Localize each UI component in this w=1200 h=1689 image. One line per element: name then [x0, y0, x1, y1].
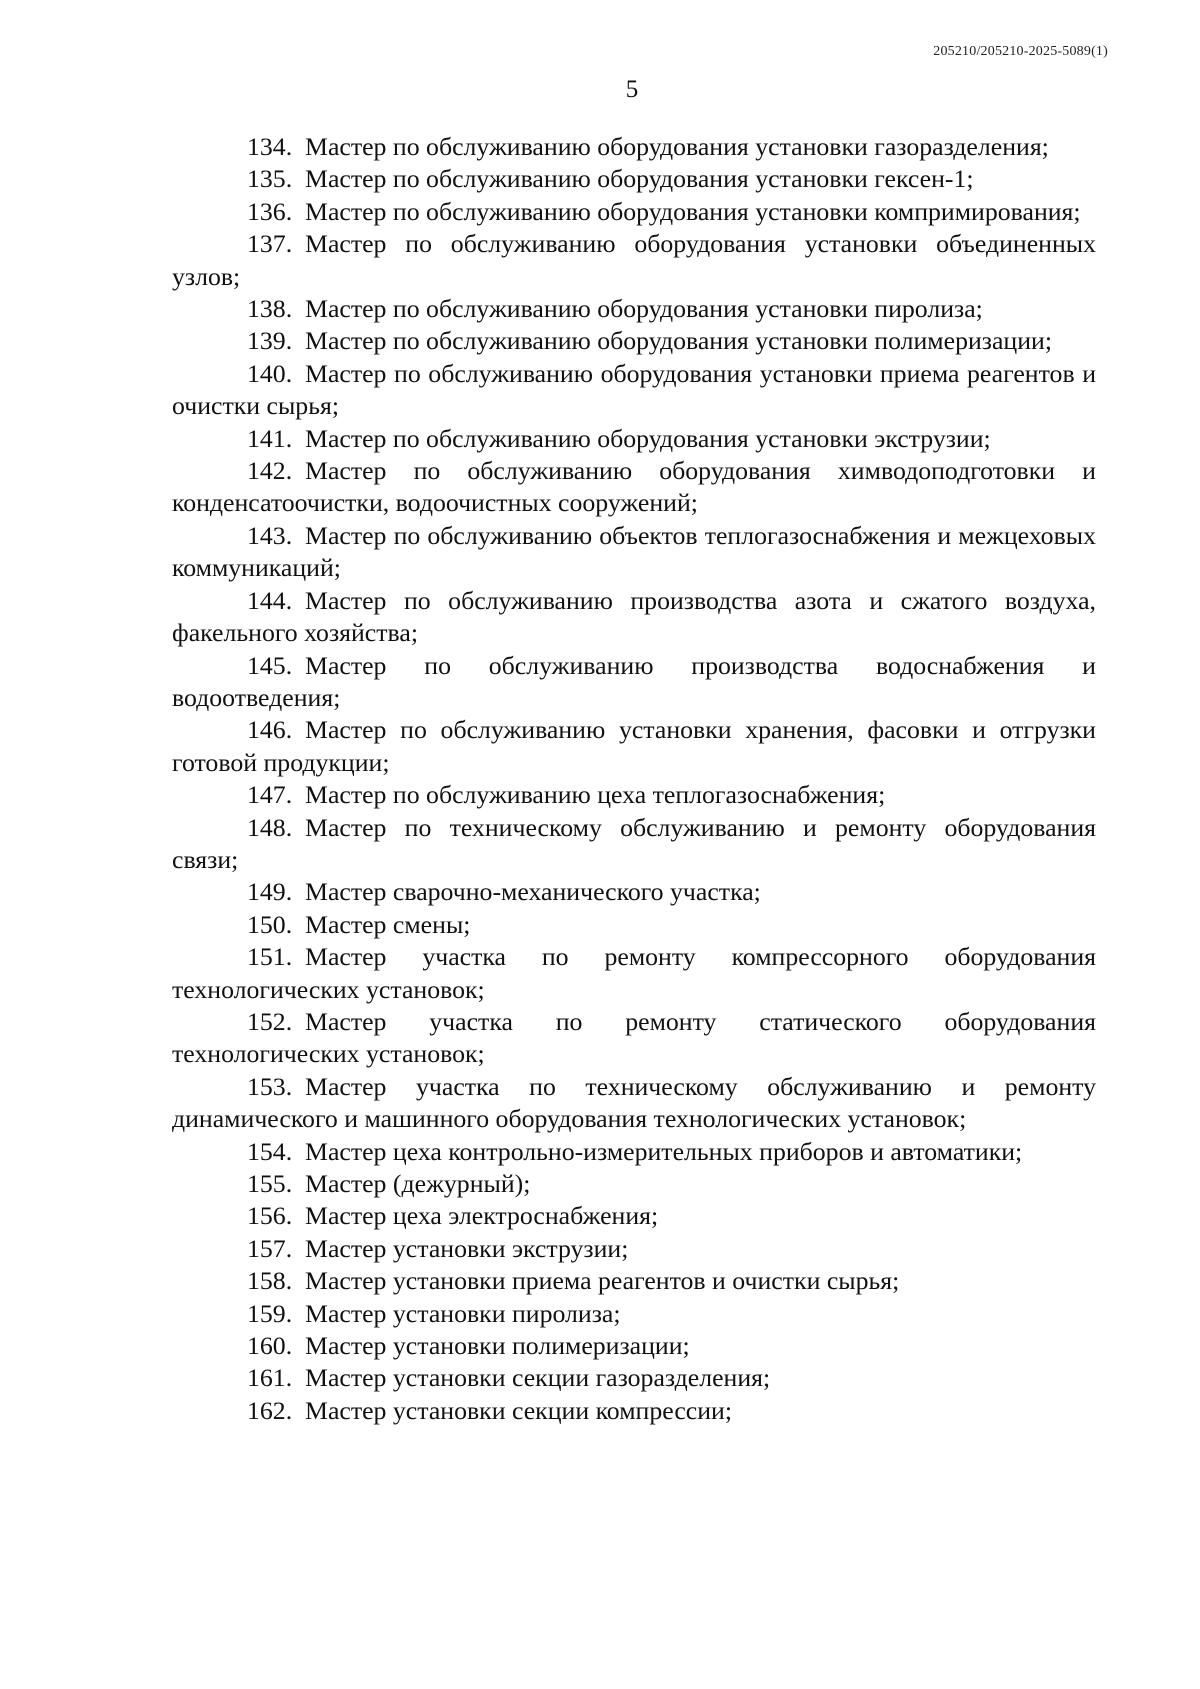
list-item-text: Мастер сварочно-механического участка;	[305, 877, 761, 907]
list-item-number: 137.	[247, 229, 293, 259]
list-item	[172, 1006, 1096, 1071]
list-item-number: 160.	[247, 1331, 293, 1361]
list-item-number: 151.	[247, 942, 293, 972]
list-item	[172, 293, 1096, 325]
list-item-text: Мастер по обслуживанию оборудования установки объединенных узлов;	[172, 229, 1096, 291]
list-item-number: 135.	[247, 164, 293, 194]
list-item-number: 150.	[247, 909, 293, 939]
list-item	[172, 1071, 1096, 1136]
list-item-number: 152.	[247, 1006, 293, 1036]
list-item-number: 143.	[247, 520, 293, 550]
list-item-text: Мастер по обслуживанию оборудования установки гексен-1;	[305, 164, 974, 194]
list-item-text: Мастер по обслуживанию оборудования установки экструзии;	[305, 423, 991, 453]
list-item	[172, 1362, 1096, 1394]
list-item	[172, 650, 1096, 715]
list-item	[172, 1200, 1096, 1232]
list-item-number: 141.	[247, 423, 293, 453]
list-item-text: Мастер по обслуживанию производства азота и сжатого воздуха, факельного хозяйства;	[172, 585, 1096, 648]
list-item	[172, 1298, 1096, 1330]
list-item	[172, 909, 1096, 941]
list-item-number: 154.	[247, 1136, 293, 1166]
list-item-text: Мастер участка по техническому обслуживанию и ремонту динамического и машинного оборудования технологических установок;	[172, 1071, 1096, 1134]
list-item-number: 161.	[247, 1363, 293, 1393]
list-item-number: 149.	[247, 877, 293, 907]
list-item-number: 162.	[247, 1395, 293, 1425]
list-item-number: 134.	[247, 132, 293, 161]
list-item	[172, 1330, 1096, 1362]
list-item-number: 158.	[247, 1266, 293, 1296]
list-item-number: 146.	[247, 715, 293, 745]
list-item-number: 157.	[247, 1233, 293, 1263]
list-item-text: Мастер цеха электроснабжения;	[305, 1201, 659, 1231]
list-item-text: Мастер участка по ремонту компрессорного оборудования технологических установок;	[172, 942, 1096, 1004]
list-item	[172, 520, 1096, 585]
list-item	[172, 812, 1096, 877]
list-item	[172, 196, 1096, 228]
list-item-text: Мастер по техническому обслуживанию и ремонту оборудования связи;	[172, 812, 1096, 874]
list-item-number: 136.	[247, 196, 293, 226]
list-item-number: 155.	[247, 1169, 293, 1198]
list-item-text: Мастер по обслуживанию оборудования установки приема реагентов и очистки сырья;	[172, 358, 1096, 421]
list-item	[172, 1136, 1096, 1168]
list-item-text: Мастер установки полимеризации;	[305, 1331, 690, 1361]
list-item-text: Мастер установки экструзии;	[305, 1233, 629, 1263]
list-item-text: Мастер по обслуживанию объектов теплогазоснабжения и межцеховых коммуникаций;	[172, 520, 1096, 583]
position-list	[172, 131, 1096, 1427]
list-item-text: Мастер по обслуживанию производства водоснабжения и водоотведения;	[172, 650, 1096, 712]
list-item-number: 147.	[247, 780, 293, 810]
list-item-number: 140.	[247, 358, 293, 388]
list-item-text: Мастер по обслуживанию оборудования установки газоразделения;	[305, 132, 1049, 161]
list-item	[172, 423, 1096, 455]
list-item-text: Мастер (дежурный);	[305, 1169, 531, 1198]
list-item-number: 153.	[247, 1071, 293, 1101]
list-item	[172, 131, 1096, 163]
list-item	[172, 1395, 1096, 1427]
list-item	[172, 358, 1096, 423]
list-item-text: Мастер установки секции газоразделения;	[305, 1363, 771, 1393]
document-id: 205210/205210-2025-5089(1)	[933, 44, 1108, 59]
list-item-text: Мастер по обслуживанию оборудования установки полимеризации;	[305, 326, 1053, 356]
list-item-text: Мастер установки приема реагентов и очистки сырья;	[305, 1266, 900, 1296]
list-item-number: 148.	[247, 812, 293, 842]
page-number: 5	[625, 76, 639, 103]
list-item-number: 159.	[247, 1298, 293, 1328]
list-item	[172, 876, 1096, 908]
list-item	[172, 1233, 1096, 1265]
list-item-text: Мастер по обслуживанию цеха теплогазоснабжения;	[305, 780, 886, 810]
list-item-text: Мастер по обслуживанию оборудования установки пиролиза;	[305, 294, 983, 324]
list-item	[172, 779, 1096, 811]
list-item	[172, 1265, 1096, 1297]
list-item-number: 138.	[247, 294, 293, 324]
list-item-text: Мастер участка по ремонту статического оборудования технологических установок;	[172, 1006, 1096, 1069]
list-item	[172, 455, 1096, 520]
list-item	[172, 163, 1096, 195]
list-item-text: Мастер смены;	[305, 909, 471, 939]
list-item-text: Мастер по обслуживанию оборудования химводоподготовки и конденсатоочистки, водоочистных сооружений;	[172, 456, 1096, 518]
list-item	[172, 325, 1096, 357]
list-item-text: Мастер установки пиролиза;	[305, 1298, 621, 1328]
list-item-text: Мастер установки секции компрессии;	[305, 1395, 733, 1425]
list-item-number: 156.	[247, 1201, 293, 1231]
list-item-number: 145.	[247, 650, 293, 680]
list-item-text: Мастер по обслуживанию установки хранения, фасовки и отгрузки готовой продукции;	[172, 715, 1096, 777]
list-item	[172, 714, 1096, 779]
list-item	[172, 1168, 1096, 1200]
list-item-text: Мастер по обслуживанию оборудования установки компримирования;	[305, 196, 1081, 226]
list-item-number: 139.	[247, 326, 293, 356]
list-item-number: 142.	[247, 456, 293, 486]
list-item	[172, 941, 1096, 1006]
list-item	[172, 228, 1096, 293]
list-item	[172, 585, 1096, 650]
list-item-text: Мастер цеха контрольно-измерительных приборов и автоматики;	[305, 1136, 1023, 1166]
list-item-number: 144.	[247, 585, 293, 615]
